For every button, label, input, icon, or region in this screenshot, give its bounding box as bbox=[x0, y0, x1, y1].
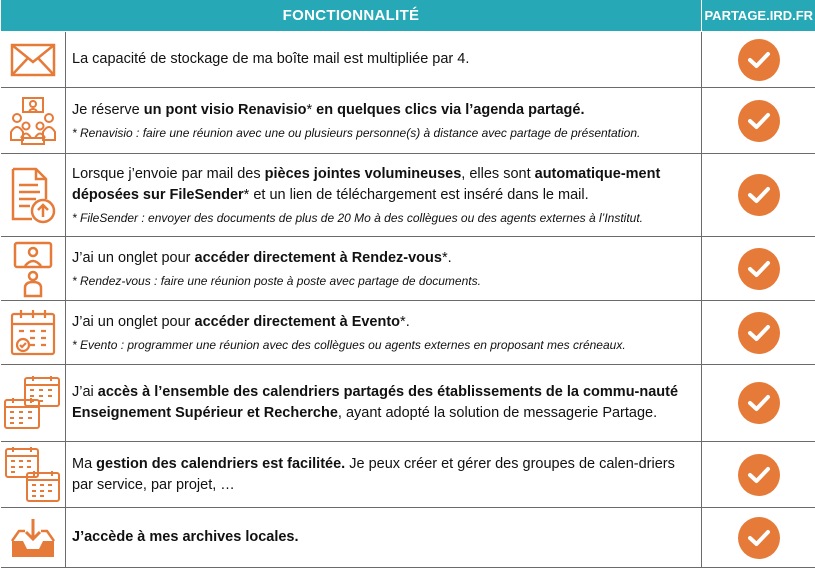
check-badge bbox=[738, 454, 780, 496]
feature-icon-cell bbox=[1, 88, 66, 154]
checkmark-icon bbox=[747, 111, 771, 131]
feature-footnote: * Rendez-vous : faire une réunion poste à poste avec partage de documents. bbox=[72, 273, 481, 288]
feature-icon-cell bbox=[1, 508, 66, 568]
text-segment: accéder directement à Rendez-vous bbox=[194, 249, 442, 266]
text-segment: , elles sont bbox=[461, 165, 535, 182]
table-row bbox=[1, 301, 815, 365]
text-segment: J’accède à mes archives locales. bbox=[72, 529, 299, 545]
checkmark-icon bbox=[747, 528, 771, 548]
checkmark-icon bbox=[747, 393, 771, 413]
feature-text bbox=[72, 382, 693, 424]
table-row bbox=[1, 508, 815, 568]
feature-description bbox=[66, 365, 702, 442]
partage-check-cell bbox=[702, 508, 815, 568]
feature-icon-cell bbox=[1, 442, 66, 508]
text-segment: *. bbox=[441, 249, 452, 266]
check-badge bbox=[738, 517, 780, 559]
text-segment: J’ai un onglet pour bbox=[72, 313, 195, 330]
checkmark-icon bbox=[747, 50, 771, 70]
check-badge bbox=[738, 39, 780, 81]
text-segment: accéder directement à Evento bbox=[194, 313, 401, 330]
partage-check-cell bbox=[702, 442, 815, 508]
text-segment: accès à l’ensemble des calendriers partagés des établissements de la commu-nauté Enseignement Supérieur et Recherche bbox=[72, 384, 679, 421]
checkmark-icon bbox=[747, 185, 771, 205]
text-segment: Je réserve bbox=[72, 101, 144, 118]
partage-check-cell bbox=[702, 237, 815, 301]
checkmark-icon bbox=[747, 259, 771, 279]
partage-check-cell bbox=[702, 154, 815, 237]
feature-description bbox=[66, 508, 702, 568]
text-segment: en quelques clics via l’agenda partagé. bbox=[316, 101, 585, 118]
check-badge bbox=[738, 382, 780, 424]
text-segment: Lorsque j’envoie par mail des bbox=[72, 165, 265, 182]
feature-text bbox=[72, 454, 693, 496]
feature-icon-cell bbox=[1, 301, 66, 365]
table-row bbox=[1, 88, 815, 154]
check-badge bbox=[738, 312, 780, 354]
text-segment: gestion des calendriers est facilitée. bbox=[96, 455, 346, 472]
text-segment: J’ai bbox=[72, 384, 98, 400]
feature-description bbox=[66, 301, 702, 365]
checkmark-icon bbox=[747, 323, 771, 343]
shared-calendars-icon bbox=[1, 374, 66, 432]
partage-check-cell bbox=[702, 88, 815, 154]
checkmark-icon bbox=[747, 465, 771, 485]
feature-description bbox=[66, 442, 702, 508]
header-row bbox=[1, 0, 815, 32]
table-row bbox=[1, 365, 815, 442]
feature-text bbox=[72, 312, 693, 333]
feature-description bbox=[66, 237, 702, 301]
partage-check-cell bbox=[702, 365, 815, 442]
header-partage: PARTAGE.IRD.FR bbox=[702, 0, 815, 32]
text-segment: *. bbox=[400, 313, 410, 330]
feature-text bbox=[72, 164, 693, 206]
feature-icon-cell bbox=[1, 365, 66, 442]
feature-description bbox=[66, 32, 702, 88]
text-segment: * bbox=[306, 101, 317, 118]
table-row bbox=[1, 154, 815, 237]
feature-description bbox=[66, 154, 702, 237]
video-meeting-icon bbox=[1, 96, 66, 146]
table-row bbox=[1, 442, 815, 508]
feature-footnote: * Renavisio : faire une réunion avec une ou plusieurs personne(s) à distance avec partage de présentation. bbox=[72, 125, 641, 140]
archive-tray-icon bbox=[1, 517, 66, 559]
header-feature: FONCTIONNALITÉ bbox=[1, 0, 702, 32]
feature-description bbox=[66, 88, 702, 154]
feature-icon-cell bbox=[1, 154, 66, 237]
check-badge bbox=[738, 174, 780, 216]
feature-footnote: * FileSender : envoyer des documents de plus de 20 Mo à des collègues ou des agents externes à l’Institut. bbox=[72, 210, 644, 225]
text-segment: * et un lien de téléchargement est inséré dans le mail. bbox=[243, 186, 589, 203]
feature-icon-cell bbox=[1, 237, 66, 301]
feature-text bbox=[72, 49, 693, 70]
feature-text bbox=[72, 248, 693, 269]
text-segment: La capacité de stockage de ma boîte mail est multipliée par 4. bbox=[72, 51, 470, 67]
text-segment: Ma bbox=[72, 455, 97, 472]
text-segment: un pont visio Renavisio bbox=[143, 101, 307, 118]
text-segment: pièces jointes volumineuses bbox=[264, 165, 462, 182]
text-segment: J’ai un onglet pour bbox=[72, 249, 195, 266]
partage-check-cell bbox=[702, 301, 815, 365]
envelope-icon bbox=[1, 43, 66, 77]
text-segment: , ayant adopté la solution de messagerie Partage. bbox=[337, 405, 658, 421]
table-row bbox=[1, 237, 815, 301]
feature-text bbox=[72, 100, 693, 121]
person-to-person-icon bbox=[1, 240, 66, 298]
feature-footnote: * Evento : programmer une réunion avec des collègues ou agents externes en proposant mes créneaux. bbox=[72, 337, 626, 352]
calendars-management-icon bbox=[1, 445, 66, 505]
feature-text bbox=[72, 527, 693, 548]
file-upload-icon bbox=[1, 165, 66, 225]
partage-check-cell bbox=[702, 32, 815, 88]
table-row bbox=[1, 32, 815, 88]
check-badge bbox=[738, 100, 780, 142]
check-badge bbox=[738, 248, 780, 290]
feature-icon-cell bbox=[1, 32, 66, 88]
calendar-check-icon bbox=[1, 308, 66, 358]
text-segment: Je peux créer et gérer des groupes de calen-driers par service, par projet, … bbox=[72, 455, 675, 493]
text-segment: automatique-ment déposées sur FileSender bbox=[72, 165, 661, 203]
